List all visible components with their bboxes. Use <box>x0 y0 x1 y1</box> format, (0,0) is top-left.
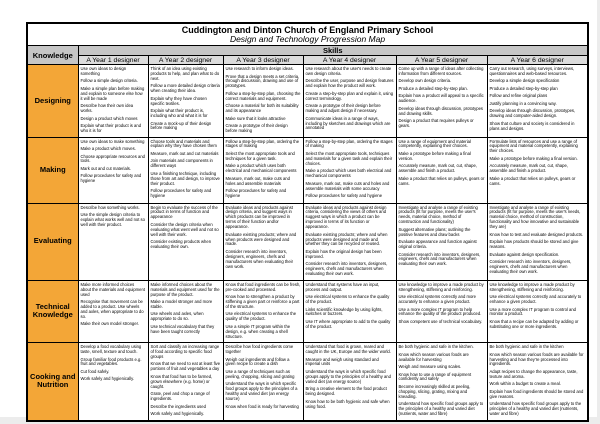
year-4-header: A Year 4 designer <box>303 56 396 65</box>
skill-item: Follow procedures for safety and hygiene <box>305 193 383 199</box>
skill-item: Use electrical systems to enhance the quality of the product. <box>305 294 390 304</box>
skill-item: Consider the design criteria when evaluating what went well and not so well with their work. <box>150 221 219 237</box>
skill-item: Select the most appropriate tools and techniques for a given task. <box>225 150 295 161</box>
skill-item: Use a more complex IT program to help enhance the quality of the product produced. <box>398 306 482 317</box>
skill-item: Use electrical systems correctly and more accurately to enhance a given product. <box>398 294 476 304</box>
evaluating-year4-cell <box>303 203 396 280</box>
skill-item: Accurately measure, mark out, cut, shape, assemble and finish a product. <box>398 163 477 174</box>
skill-item: Choose appropriate resources and tools. <box>80 153 145 164</box>
evaluating-row <box>27 203 588 280</box>
skill-item: Know which season various foods are available for harvesting <box>398 351 469 362</box>
making-row <box>27 137 588 203</box>
cooking-and-nutrition-year5-cell <box>396 343 487 421</box>
skill-item: Know how to strengthen a product by stiffening a given part or reinforce a part of the structure. <box>225 294 300 309</box>
skill-item: Describe how their own idea works. <box>80 103 134 114</box>
skill-item: Understand how specific food groups apply to the principles of a healthy and varied diet (nutrients, water and fibre) <box>398 401 484 417</box>
making-year1-cell <box>78 137 148 203</box>
skill-item: Explain how a product will appeal to a specific audience. <box>398 93 484 104</box>
skill-item: Design a product which moves <box>80 115 138 121</box>
skill-item: Formulate lists of resources and use a range of equipment and material competently, explaining their choices. <box>489 138 578 154</box>
skill-item: Use IT where appropriate to add to the quality of the product. <box>305 318 391 329</box>
skill-item: Know which season various foods are available for harvesting and how they're processed into ingredients. <box>489 351 584 367</box>
skill-item: Follow a simple design criteria. <box>80 78 138 84</box>
skill-item: Use knowledge to improve a made product by strengthening, stiffening and reinforcing. <box>398 281 484 292</box>
skill-item: Use a simple IT program within the design, e.g. when creating a shell structure. <box>225 323 291 339</box>
skill-item: Be both hygienic and safe in the kitchen <box>489 344 564 350</box>
skill-item: Know how to use a range of equipment confidently and safely <box>398 371 472 382</box>
skill-item: Know that food ingredients can be fresh, pre-cooked and processed. <box>225 281 301 292</box>
skill-item: Develop ideas through discussion, prototypes, drawing and computer-aided design. <box>489 108 576 119</box>
skill-item: Make a product which moves. <box>80 146 136 152</box>
skill-item: Group familiar food products e.g. fruit and vegetables. <box>80 356 142 367</box>
skill-item: Adapt recipes to change the appearance, taste, texture and aroma. <box>489 368 578 379</box>
skill-item: Develop a food vocabulary using taste, smell, texture and touch. <box>80 344 142 355</box>
skill-item: Weigh out ingredients and follow a given recipe to create a dish <box>225 356 290 367</box>
designing-row <box>27 65 588 138</box>
skill-item: Work within a budget to create a meal. <box>489 381 561 387</box>
skill-item: Follow procedures for safety and hygiene <box>150 188 212 199</box>
skill-item: Use electrical systems correctly and accurately to enhance a given product. <box>489 294 582 304</box>
technical-knowledge-year4-cell <box>303 280 396 342</box>
skill-item: Know that a recipe can be adapted by adding or substituting one or more ingredients. <box>489 318 579 329</box>
row-label-designing: Designing <box>27 65 78 138</box>
evaluating-year3-cell <box>223 203 303 280</box>
skill-item: Use a range of equipment and material competently, explaining their choices. <box>398 138 471 149</box>
skills-header: Skills <box>78 46 588 56</box>
making-year3-cell <box>223 137 303 203</box>
skill-item: Choose a material for both its suitability and its appearance <box>225 103 299 114</box>
skill-item: Become increasingly skilled at peeling, chopping, slicing, grating, mixing and kneading. <box>398 383 471 399</box>
skill-item: Use a range of techniques such as peeling, chopping, slicing and grating <box>225 368 295 379</box>
skill-item: Consider research into inventors, designers, engineers, chefs and manufacturers when evaluating their own work. <box>225 248 294 269</box>
skill-item: Make a prototype before making a final version. <box>489 155 578 161</box>
skill-item: Describe how food ingredients come together <box>225 344 294 355</box>
skill-item: Think of an idea using existing products to help, and plan what to do next. <box>150 66 220 81</box>
skill-item: Design a product that requires pulleys or gears. <box>398 118 474 129</box>
skill-item: Prove that a design meets a set criteria, through discussion, drawing and use of prototypes. <box>225 73 300 89</box>
skill-item: Use a finishing technique, including those from art and design, to improve their product. <box>150 170 220 186</box>
skill-item: Show that culture and society is considered in plans and designs. <box>489 120 575 131</box>
evaluating-year5-cell <box>396 203 487 280</box>
designing-year2-cell <box>148 65 223 138</box>
skill-item: Make a product which uses both electrical and mechanical components <box>305 168 392 179</box>
skill-item: Make a simple plan before making and explain to someone else how it will be made <box>80 85 145 101</box>
skill-item: Use knowledge to improve a made product by strengthening, stiffening and reinforcing. <box>489 281 575 292</box>
row-label-cooking-and-nutrition: Cooking and Nutrition <box>27 343 78 421</box>
skill-item: Use technical vocabulary that they have been taught correctly <box>150 323 215 334</box>
skill-item: Develop own design criteria. <box>398 78 452 84</box>
cooking-and-nutrition-year4-cell <box>303 343 396 421</box>
skill-item: Make a product which uses both electrical and mechanical components <box>225 163 297 174</box>
skill-item: Make their own model stronger. <box>80 321 139 327</box>
skill-item: Join materials and components in different ways <box>150 158 213 169</box>
skill-item: Justify planning in a convincing way. <box>489 100 557 106</box>
skill-item: Sort and classify an increasing range of food according to specific food groups <box>150 344 220 359</box>
cooking-and-nutrition-year2-cell <box>148 343 223 421</box>
skill-item: Investigate and analyse a range of existing products (fit for purpose, meets the user's needs, material choice, method of construction, functionality and how innovative and sustainable they are) <box>489 204 581 230</box>
skill-item: Grate, peel and chop a range of ingredients. <box>150 391 210 402</box>
skill-item: Consider research into inventors, designers, engineers, chefs and manufacturers when evaluating their own work. <box>489 259 572 274</box>
skill-item: Make more informed choices about the materials and equipment used <box>80 281 145 297</box>
skill-item: Accurately measure, mark out, cut, shape, assemble and finish a product. <box>489 163 568 174</box>
title-row <box>27 23 588 46</box>
evaluating-year2-cell <box>148 203 223 280</box>
skill-item: Know how to test and evaluate designed products. <box>489 231 584 237</box>
making-year4-cell <box>303 137 396 203</box>
skill-item: Make sure that it looks attractive <box>225 115 286 121</box>
skill-item: Evaluate existing products; where and when products were designed and made. <box>225 231 297 247</box>
skill-item: Select the most appropriate tools, techniques and materials for a given task and explain their choices. <box>305 150 393 166</box>
skill-item: Understand that food is grown, reared and caught in the UK, Europe and the wider world. <box>305 344 391 355</box>
skill-item: Begin to evaluate the success of the product in terms of function and appearance <box>150 204 218 220</box>
designing-year1-cell <box>78 65 148 138</box>
year-6-header: A Year 6 designer <box>487 56 588 65</box>
row-label-evaluating: Evaluating <box>27 203 78 280</box>
skill-item: Make a prototype before making a final version. <box>398 150 471 161</box>
skill-item: Evaluate existing products; where and when products were designed and made and whether they can be recycled or reused. <box>305 231 388 247</box>
skill-item: Mark out and cut materials. <box>80 165 132 171</box>
skill-item: Measure and weigh using standard and imperial units <box>305 356 379 367</box>
skill-item: Cut food safely. <box>80 368 110 374</box>
skill-item: Be both hygienic and safe in the kitchen. <box>398 344 474 350</box>
skill-item: Consider research into inventors, designers, engineers, chefs and manufacturers when evaluating their own work. <box>305 261 388 277</box>
skill-item: Choose tools and materials and explain why they have chosen them <box>150 138 217 149</box>
skill-item: Create a mock-up of their design before making <box>150 120 212 131</box>
skill-item: Develop a simple design specification <box>489 78 560 84</box>
evaluating-year6-cell <box>487 203 588 280</box>
skill-item: Measure, mark out and cut materials <box>150 150 219 156</box>
technical-knowledge-year5-cell <box>396 280 487 342</box>
skill-item: Know that we need to eat at least five portions of fruit and vegetables a day <box>150 361 221 372</box>
skill-item: Explain what their product is, including who and what it is for <box>150 108 208 119</box>
skill-item: Describe how something works. <box>80 204 140 210</box>
skill-item: Create a prototype of their design before making <box>225 123 288 134</box>
cooking-and-nutrition-year6-cell <box>487 343 588 421</box>
technical-knowledge-year2-cell <box>148 280 223 342</box>
skill-item: Understand the ways in which specific food groups apply to the principles of a healthy and varied diet (an energy source) <box>305 368 391 384</box>
cooking-and-nutrition-year1-cell <box>78 343 148 421</box>
skill-item: Know how to be both hygienic and safe when using food. <box>305 398 390 409</box>
designing-year3-cell <box>223 65 303 138</box>
skill-item: Understand how specific food groups apply to the principles of a healthy and varied diet (nutrients, water and fibre) <box>489 401 582 417</box>
skill-item: Understand that systems have an input, process and output. <box>305 281 380 292</box>
skill-item: Describe the ingredients used <box>150 403 206 409</box>
skill-item: Suggest alternative plans; outlining the positive features and draw backs <box>398 226 471 237</box>
making-year2-cell <box>148 137 223 203</box>
year-header-row <box>27 56 588 65</box>
document-subtitle: Design and Technology Progression Map <box>229 34 386 44</box>
knowledge-header: Knowledge <box>27 46 78 65</box>
skill-item: Show competent use of technical vocabulary. <box>398 318 483 324</box>
skill-item: Explain how products should be stored and give reasons. <box>489 239 579 250</box>
skill-item: Understand the ways in which specific food groups apply to the principles of a healthy and varied diet (an energy source) <box>225 381 298 402</box>
making-year6-cell <box>487 137 588 203</box>
skill-item: Follow a more detailed design criteria when creating their idea. <box>150 83 220 94</box>
skill-item: Know when food is ready for harvesting <box>225 403 299 409</box>
designing-year5-cell <box>396 65 487 138</box>
skill-item: Know that food has to be farmed, grown elsewhere (e.g. home) or caught. <box>150 373 213 389</box>
designing-year4-cell <box>303 65 396 138</box>
skill-item: Bring a creative element to the food product being designed. <box>305 386 387 397</box>
skill-item: Explain how the original design has been improved. <box>305 248 382 259</box>
skill-item: Investigate and analyse a range of existing products (fit for purpose, meets the user's needs, material choice, method of construction and functionality) <box>398 204 478 225</box>
year-2-header: A Year 2 designer <box>148 56 223 65</box>
skill-item: Evaluate ideas and products against design criteria, considering the views of others and suggest ways in which a product can be improved in terms of its function or appearance. <box>305 204 387 230</box>
row-label-making: Making <box>27 137 78 203</box>
cooking-and-nutrition-year3-cell <box>223 343 303 421</box>
skill-item: Follow and refine original plans <box>489 93 548 99</box>
skill-item: Follow procedures for safety and hygiene <box>80 173 142 184</box>
technical-knowledge-year6-cell <box>487 280 588 342</box>
skill-item: Use own ideas to design something <box>80 66 127 76</box>
skill-item: Follow a step-by-step plan, ordering the stages of making <box>225 138 300 149</box>
skill-item: Follow procedures for safety and hygiene <box>225 188 287 199</box>
skill-item: Consider existing products when evaluating their own. <box>150 239 212 250</box>
skill-item: Explain what their product is and who it is for <box>80 123 142 134</box>
skill-item: Use research to inform design ideas. <box>225 66 294 71</box>
skill-item: Evaluate appearance and function against original criteria. <box>398 239 477 250</box>
making-year5-cell <box>396 137 487 203</box>
skill-item: Use wheels and axles, when appropriate to do so. <box>150 311 204 322</box>
evaluating-year1-cell <box>78 203 148 280</box>
skill-item: Work safely and hygienically. <box>80 376 135 382</box>
skill-item: Use the simple design criteria to explain what works well and not so well with their product. <box>80 212 145 227</box>
skill-item: Follow a step-by-step plan, ordering the stages of making <box>305 138 393 149</box>
skill-item: Describe the user, purpose and design features and explain how the product will work. <box>305 78 394 89</box>
skill-item: Measure, mark out, make cuts and holes and assemble materials <box>225 175 290 186</box>
skill-item: Explain why they have chosen specific textiles. <box>150 95 207 106</box>
skill-item: Make a model stronger and more stable. <box>150 299 213 309</box>
skill-item: Produce a detailed step-by-step plan <box>489 85 558 91</box>
year-5-header: A Year 5 designer <box>396 56 487 65</box>
skill-item: Make informed choices about the materials and equipment used for the purpose of the product. <box>150 281 220 297</box>
skill-item: Explain how food ingredients should be stored and give reasons. <box>489 388 584 399</box>
cooking-and-nutrition-row <box>27 343 588 421</box>
skill-item: Come up with a range of ideas after collecting information from different sources. <box>398 66 484 76</box>
skill-item: Produce a detailed step-by-step plan. <box>398 85 468 91</box>
skill-item: Use a more complex IT program to control and monitor a product. <box>489 306 577 317</box>
skill-item: Use research about the user's needs to create own design criteria. <box>305 66 392 76</box>
skill-item: Work safely and hygienically. <box>150 411 205 417</box>
technical-knowledge-row <box>27 280 588 342</box>
skill-item: Use electrical systems to enhance the quality of the product. <box>225 311 297 322</box>
skill-item: Use own ideas to make something <box>80 138 145 144</box>
section-header-row <box>27 46 588 56</box>
skill-item: Weigh and measure using scales. <box>398 364 462 370</box>
year-1-header: A Year 1 designer <box>78 56 148 65</box>
skill-item: Evaluate ideas and products against design criteria, and suggest ways in which products can be improved in terms of their function and/or appearance. <box>225 204 294 230</box>
designing-year6-cell <box>487 65 588 138</box>
skill-item: Make a product that relies on pulleys, gears or cams. <box>489 175 576 186</box>
skill-item: Develop ideas through discussion, prototypes and drawing skills. <box>398 105 483 116</box>
skill-item: Consider research into inventors, designers, engineers, chefs and manufacturers when evaluating their own work. <box>398 251 481 267</box>
skill-item: Communicate ideas in a range of ways, including by sketches and drawings which are annotated <box>305 115 391 131</box>
technical-knowledge-year3-cell <box>223 280 303 342</box>
skill-item: Create a prototype of their design before making and adjust design if necessary. <box>305 103 381 114</box>
skill-item: Follow a step-by-step plan, choosing the correct materials and equipment. <box>225 90 301 101</box>
skill-item: Create a step-by-step plan and explain it, using correct terminology. <box>305 90 394 101</box>
year-3-header: A Year 3 designer <box>223 56 303 65</box>
skill-item: Evaluate against design specification. <box>489 251 560 257</box>
technical-knowledge-year1-cell <box>78 280 148 342</box>
row-label-technical-knowledge: Technical Knowledge <box>27 280 78 342</box>
progression-map-table <box>26 22 589 422</box>
school-title: Cuddington and Dinton Church of England Primary School <box>181 25 434 35</box>
skill-item: Carry out research, using surveys, interviews, questionnaires and web-based resources. <box>489 66 575 76</box>
skill-item: Measure, mark out, make cuts and holes and assemble materials with some accuracy <box>305 180 390 191</box>
skill-item: Recognise that movement can be added to a product. Use wheels and axles, when appropriate to do so. <box>80 299 144 319</box>
skill-item: Links scientific knowledge by using lights, switches or buzzers. <box>305 306 383 317</box>
skill-item: Make a product that relies on pulleys, gears or cams. <box>398 175 485 186</box>
